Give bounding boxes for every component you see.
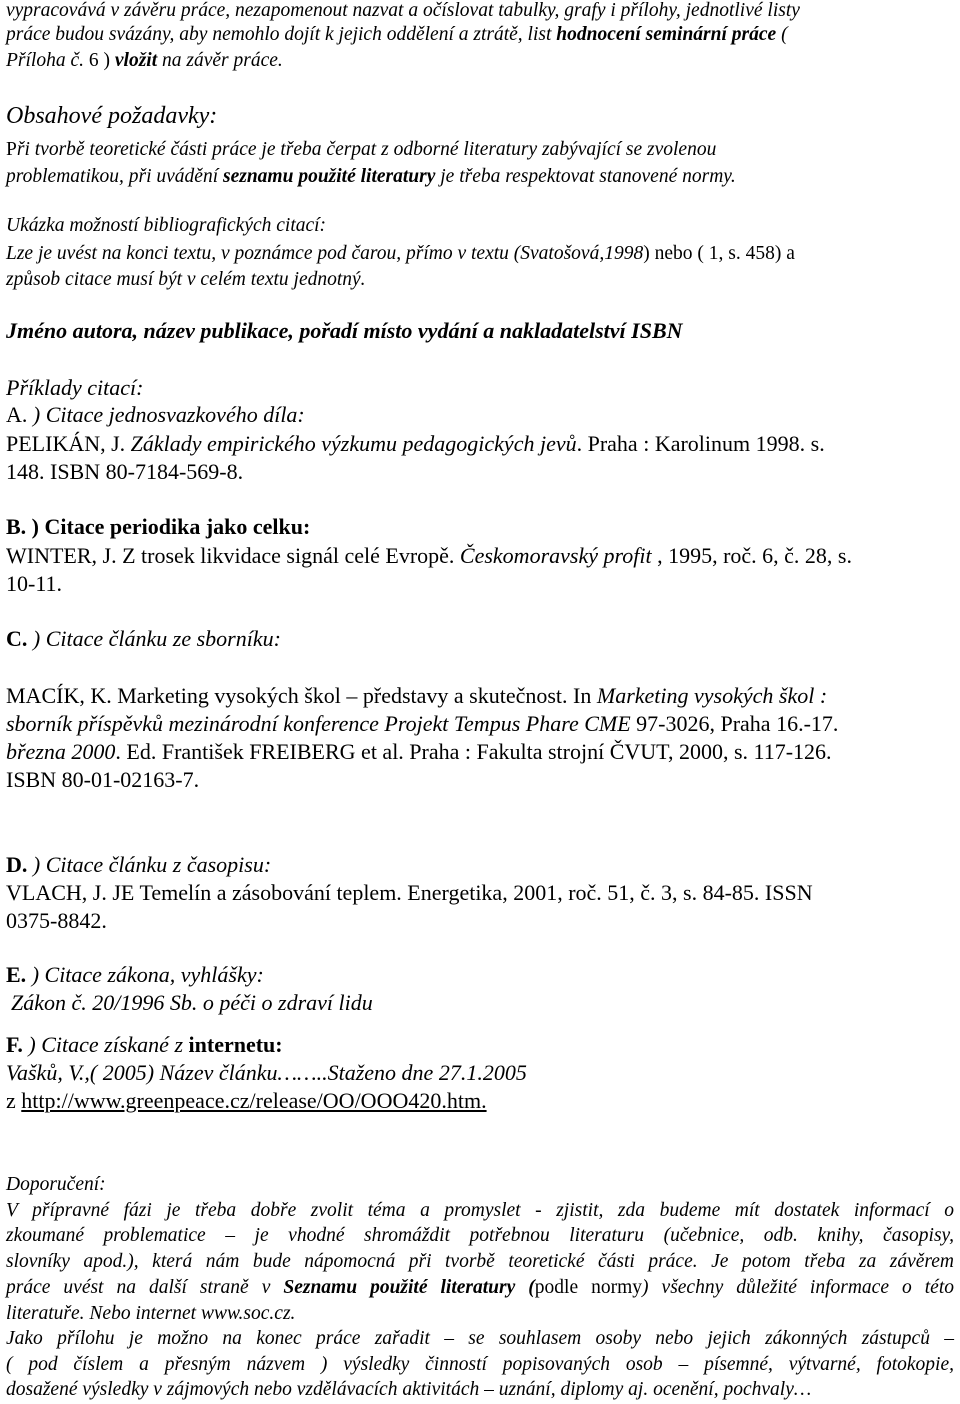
obsahove-text: P — [6, 139, 17, 160]
ukazka-line-1 — [6, 240, 954, 268]
citation-e-heading — [6, 960, 954, 990]
doporuceni-heading: Doporučení: — [6, 1174, 106, 1195]
format-line: Jméno autora, název publikace, pořadí místo vydání a nakladatelství ISBN — [6, 318, 683, 343]
citation-title: března 2000 — [6, 739, 116, 764]
citation-text: . Ed. František FREIBERG et al. Praha : Fakulta strojní ČVUT, 2000, s. 117-126. — [115, 739, 832, 764]
intro-text: Příloha č. — [6, 50, 89, 71]
obsahove-line-1 — [6, 136, 954, 164]
intro-text: 6 ) — [88, 50, 115, 71]
citation-type: ) Citace zákona, vyhlášky: — [26, 962, 264, 987]
citation-letter: D. — [6, 852, 28, 877]
citation-letter: E. — [6, 962, 27, 987]
doporuceni-line-6: Jako přílohu je možno na konec práce zařadit – se souhlasem osoby nebo jejich zákonných zástupců – — [6, 1328, 954, 1349]
doporuceni-text: podle normy — [534, 1277, 643, 1298]
citation-type: ) Citace článku ze sborníku: — [27, 626, 281, 651]
obsahove-text: problematikou, při uvádění — [6, 166, 223, 187]
doporuceni-line-2: zkoumané problematice – je vhodné shromáždit potřebnou literaturu (učebnice, odb. knihy, časopisy, — [6, 1225, 954, 1246]
citation-d-line-1: VLACH, J. JE Temelín a zásobování teplem. Energetika, 2001, roč. 51, č. 3, s. 84-85. ISSN — [6, 880, 813, 905]
citation-title: Českomoravský profit — [459, 543, 652, 568]
intro-line-3 — [6, 47, 954, 75]
citation-type: ) Citace článku z časopisu: — [27, 852, 272, 877]
doporuceni-line-4 — [6, 1274, 954, 1302]
citation-letter: C. — [6, 626, 28, 651]
doporuceni-line-5: literatuře. Nebo internet www.soc.cz. — [6, 1303, 296, 1324]
intro-bold-text: hodnocení seminární práce — [556, 24, 777, 45]
citation-text: . Praha : Karolinum 1998. s. — [576, 431, 825, 456]
section-heading-obsahove: Obsahové požadavky: — [6, 103, 218, 129]
citation-c-line-4: ISBN 80-01-02163-7. — [6, 767, 200, 792]
doporuceni-line-1: V přípravné fázi je třeba dobře zvolit téma a promyslet - zjistit, zda budeme mít dostatek informací o — [6, 1200, 954, 1221]
doporuceni-text: ) všechny důležité informace o této — [642, 1277, 954, 1298]
citation-text: , 1995, roč. 6, č. 28, s. — [651, 543, 852, 568]
ukazka-text: Lze je uvést na konci textu, v poznámce pod čarou, přímo v textu (Svatošová,1998 — [6, 243, 644, 264]
citation-d-line-2: 0375-8842. — [6, 908, 107, 933]
citation-c-line-3 — [6, 737, 954, 767]
obsahove-bold-text: seznamu použité literatury — [223, 166, 436, 187]
citation-url-link[interactable]: http://www.greenpeace.cz/release/OO/OOO420.htm. — [21, 1088, 487, 1113]
intro-bold-text: vložit — [114, 50, 158, 71]
citation-text: 97-3026, Praha 16.-17. — [630, 711, 839, 736]
citation-c-line-2 — [6, 709, 954, 739]
citation-type: ) Citace získané z — [22, 1032, 189, 1057]
intro-text: ( — [776, 24, 788, 45]
citation-c-line-1 — [6, 681, 954, 711]
doporuceni-line-8: dosažené výsledky v zájmových nebo vzdělávacích aktivitách – uznání, diplomy aj. ocenění, pochvaly… — [6, 1379, 812, 1400]
citation-b-line-2: 10-11. — [6, 571, 63, 596]
citation-title: Základy empirického výzkumu pedagogických jevů — [130, 431, 577, 456]
citation-b-heading: B. ) Citace periodika jako celku: — [6, 514, 311, 539]
citation-letter: F. — [6, 1032, 23, 1057]
citation-c-heading — [6, 624, 954, 654]
intro-line-2 — [6, 21, 954, 49]
obsahove-text: je třeba respektovat stanovené normy. — [435, 166, 736, 187]
ukazka-line-2: způsob citace musí být v celém textu jednotný. — [6, 269, 366, 290]
citation-text: MACÍK, K. Marketing vysokých škol – představy a skutečnost. In — [6, 683, 597, 708]
priklady-heading: Příklady citací: — [6, 375, 144, 400]
citation-title: Marketing vysokých škol : — [596, 683, 828, 708]
citation-a-line-1 — [6, 429, 954, 459]
doporuceni-text: práce uvést na další straně v — [6, 1277, 284, 1298]
citation-letter: A. — [6, 402, 28, 427]
citation-type: ) Citace jednosvazkového díla: — [27, 402, 305, 427]
citation-f-heading — [6, 1030, 954, 1060]
citation-d-heading — [6, 850, 954, 880]
doporuceni-bold-text: Seznamu použité literatury ( — [283, 1277, 535, 1298]
citation-a-heading — [6, 400, 954, 430]
intro-line-1: vypracovává v závěru práce, nezapomenout nazvat a očíslovat tabulky, grafy i přílohy, jednotlivé listy — [6, 0, 800, 21]
citation-a-line-2: 148. ISBN 80-7184-569-8. — [6, 459, 244, 484]
ukazka-text: ) nebo ( 1, s. 458) a — [643, 243, 795, 264]
obsahove-text: ři tvorbě teoretické části práce je třeba čerpat z odborné literatury zabývající se zvolenou — [16, 139, 717, 160]
intro-text: práce budou svázány, aby nemohlo dojít k jejich oddělení a ztrátě, list — [6, 24, 557, 45]
citation-title: sborník příspěvků mezinárodní konference Projekt Tempus Phare CME — [6, 711, 631, 736]
citation-text: PELIKÁN, J. — [6, 431, 131, 456]
citation-b-line-1 — [6, 541, 954, 571]
intro-text: na závěr práce. — [157, 50, 283, 71]
citation-text: WINTER, J. Z trosek likvidace signál celé Evropě. — [6, 543, 460, 568]
doporuceni-line-3: slovníky apod.), která nám bude nápomocná při tvorbě teoretické části práce. Je potom třeba za závěrem — [6, 1251, 954, 1272]
citation-f-line-1: Vašků, V.,( 2005) Název článku……..Staženo dne 27.1.2005 — [6, 1060, 527, 1085]
citation-f-line-2 — [6, 1086, 954, 1116]
citation-text: z — [6, 1088, 22, 1113]
citation-e-line-1: Zákon č. 20/1996 Sb. o péči o zdraví lidu — [11, 990, 373, 1015]
citation-type-bold: internetu: — [188, 1032, 283, 1057]
obsahove-line-2 — [6, 163, 954, 191]
ukazka-heading: Ukázka možností bibliografických citací: — [6, 215, 327, 236]
doporuceni-line-7: ( pod číslem a přesným názvem ) výsledky činností popisovaných osob – písemné, výtvarné, fotokopie, — [6, 1354, 954, 1375]
